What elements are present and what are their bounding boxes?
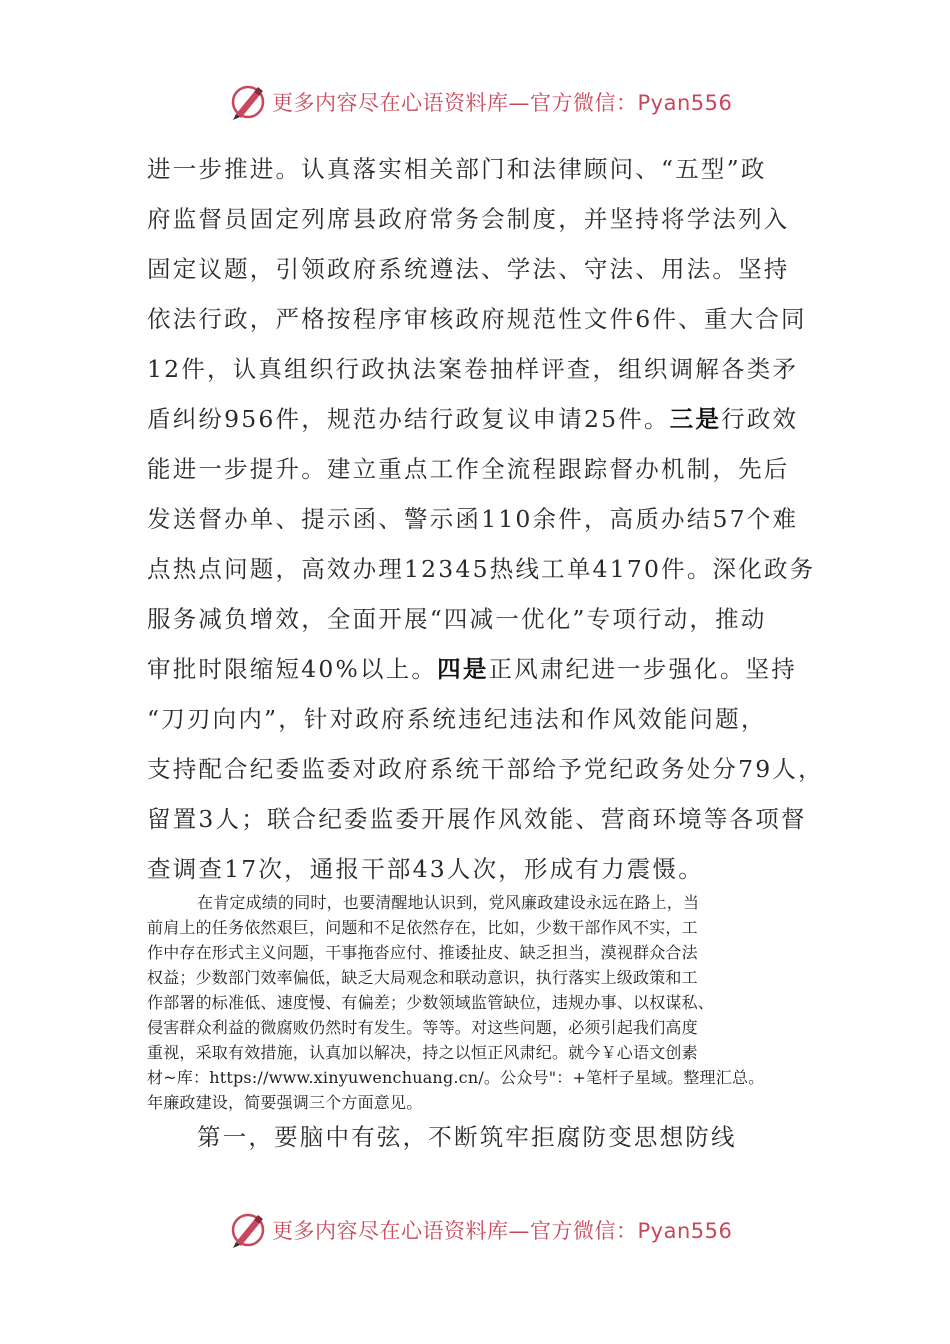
body-line-text: 依法行政，严格按程序审核政府规范性文件6件、重大合同 <box>147 305 807 333</box>
header-banner <box>228 80 732 124</box>
body-line <box>147 794 817 844</box>
pen-logo-icon <box>228 1210 268 1250</box>
small-paragraph-line: 年廉政建设，简要强调三个方面意见。 <box>147 1093 423 1112</box>
small-paragraph-line: 作中存在形式主义问题，干事拖沓应付、推诿扯皮、缺乏担当，漠视群众合法 <box>147 943 698 962</box>
body-line <box>147 844 817 894</box>
body-text <box>147 144 824 894</box>
body-line <box>147 694 817 744</box>
body-line-text: 点热点问题，高效办理12345热线工单4170件。深化政务 <box>147 555 816 583</box>
body-line-text: 盾纠纷956件，规范办结行政复议申请25件。 <box>147 405 670 433</box>
body-line <box>147 244 817 294</box>
small-paragraph-line: 重视，采取有效措施，认真加以解决，持之以恒正风肃纪。就今￥心语文创素 <box>147 1043 698 1062</box>
body-line-text: “刀刃向内”，针对政府系统违纪违法和作风效能问题， <box>147 705 767 733</box>
footer-banner <box>228 1208 732 1252</box>
small-paragraph-line: 在肯定成绩的同时，也要清醒地认识到，党风廉政建设永远在路上，当 <box>197 893 700 912</box>
body-line <box>147 194 817 244</box>
body-line <box>147 294 817 344</box>
pen-logo-icon <box>228 82 268 122</box>
small-paragraph-line: 材~库：https://www.xinyuwenchuang.cn/。公众号"：+笔杆子星域。整理汇总。 <box>147 1068 765 1087</box>
body-line <box>147 594 817 644</box>
body-line <box>147 344 817 394</box>
body-line <box>147 644 817 694</box>
body-line <box>147 544 817 594</box>
body-line <box>147 144 817 194</box>
body-line-text: 发送督办单、提示函、警示函110余件，高质办结57个难 <box>147 505 799 533</box>
header-banner-text: 更多内容尽在心语资料库—官方微信：Pyan556 <box>272 91 733 115</box>
body-line <box>147 444 817 494</box>
section-heading: 第一，要脑中有弦，不断筑牢拒腐防变思想防线 <box>197 1123 737 1151</box>
body-line-text: 正风肃纪进一步强化。坚持 <box>488 655 797 683</box>
body-line-emphasis: 四是 <box>437 655 489 683</box>
body-line-text: 服务减负增效，全面开展“四减一优化”专项行动，推动 <box>147 605 767 633</box>
small-paragraph-line: 侵害群众利益的微腐败仍然时有发生。等等。对这些问题，必须引起我们高度 <box>147 1018 698 1037</box>
body-line-text: 行政效 <box>721 405 799 433</box>
body-line-emphasis: 三是 <box>669 405 722 433</box>
body-line-text: 固定议题，引领政府系统遵法、学法、守法、用法。坚持 <box>147 255 790 283</box>
small-paragraph-line: 前肩上的任务依然艰巨，问题和不足依然存在，比如，少数干部作风不实，工 <box>147 918 698 937</box>
small-paragraph-line: 权益；少数部门效率偏低，缺乏大局观念和联动意识，执行落实上级政策和工 <box>147 968 698 987</box>
body-line-text: 能进一步提升。建立重点工作全流程跟踪督办机制，先后 <box>147 455 790 483</box>
body-line-text: 12件，认真组织行政执法案卷抽样评查，组织调解各类矛 <box>147 355 799 383</box>
small-paragraph-line: 作部署的标准低、速度慢、有偏差；少数领域监管缺位，违规办事、以权谋私、 <box>147 993 715 1012</box>
body-line-text: 府监督员固定列席县政府常务会制度，并坚持将学法列入 <box>147 205 790 233</box>
body-line-text: 审批时限缩短40%以上。 <box>147 655 438 683</box>
small-paragraph <box>147 890 812 1115</box>
body-line-text: 留置3人；联合纪委监委开展作风效能、营商环境等各项督 <box>147 805 807 833</box>
body-line-text: 进一步推进。认真落实相关部门和法律顾问、“五型”政 <box>147 155 767 183</box>
body-line <box>147 494 817 544</box>
body-line-text: 支持配合纪委监委对政府系统干部给予党纪政务处分79人， <box>147 755 824 783</box>
body-line <box>147 394 817 444</box>
body-line <box>147 744 824 794</box>
body-line-text: 查调查17次，通报干部43人次，形成有力震慑。 <box>147 855 704 883</box>
footer-banner-text: 更多内容尽在心语资料库—官方微信：Pyan556 <box>272 1219 733 1243</box>
